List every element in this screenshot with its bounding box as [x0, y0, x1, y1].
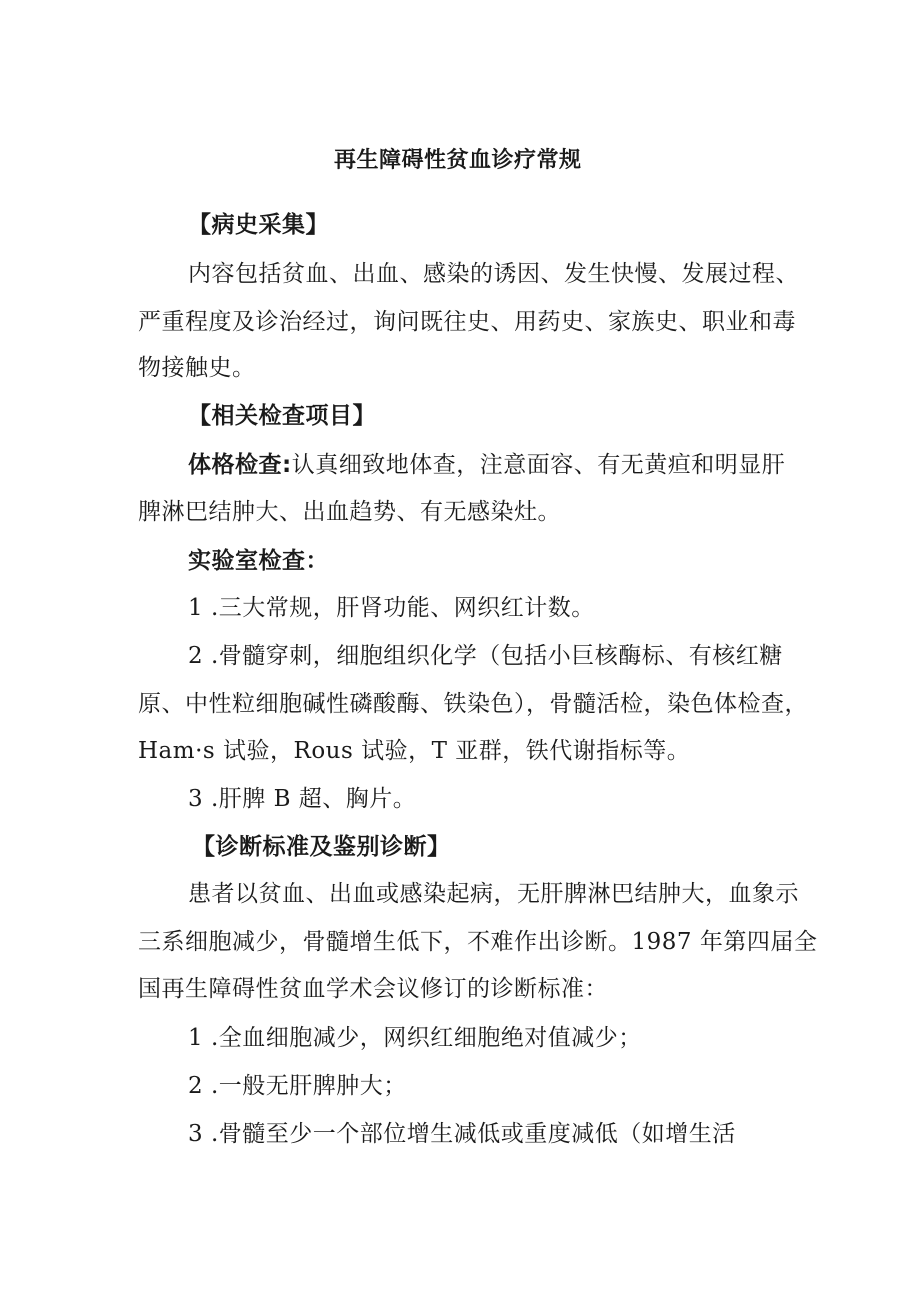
history-line-1: 内容包括贫血、出血、感染的诱因、发生快慢、发展过程、	[188, 261, 799, 287]
diagnosis-line-2: 三系细胞减少，骨髓增生低下，不难作出诊断。1987 年第四届全	[138, 929, 818, 955]
page-title: 再生障碍性贫血诊疗常规	[334, 148, 582, 173]
diagnosis-line-1: 患者以贫血、出血或感染起病，无肝脾淋巴结肿大，血象示	[188, 881, 799, 907]
physical-exam-line-2: 脾淋巴结肿大、出血趋势、有无感染灶。	[138, 499, 561, 525]
lab-item-2-line-3: Ham·s 试验，Rous 试验，T 亚群，铁代谢指标等。	[138, 738, 691, 764]
section-heading-exams: 【相关检查项目】	[188, 403, 376, 429]
physical-exam-text: 认真细致地体查，注意面容、有无黄疸和明显肝	[291, 452, 786, 478]
diagnosis-line-3: 国再生障碍性贫血学术会议修订的诊断标准：	[138, 976, 608, 1002]
lab-item-2-line-1: 2 .骨髓穿刺，细胞组织化学（包括小巨核酶标、有核红糖	[188, 643, 783, 669]
physical-exam-label: 体格检查:	[188, 452, 292, 478]
criteria-item-1: 1 .全血细胞减少，网织红细胞绝对值减少；	[188, 1025, 642, 1051]
lab-exam-label: 实验室检查：	[188, 548, 329, 574]
lab-item-2-line-2: 原、中性粒细胞碱性磷酸酶、铁染色），骨髓活检，染色体检查，	[138, 691, 808, 717]
physical-exam-line-1	[188, 450, 785, 480]
criteria-item-2: 2 .一般无肝脾肿大；	[188, 1073, 407, 1099]
section-heading-diagnosis: 【诊断标准及鉴别诊断】	[192, 834, 451, 860]
section-heading-history: 【病史采集】	[188, 212, 329, 238]
history-line-3: 物接触史。	[138, 355, 256, 381]
history-line-2: 严重程度及诊治经过，询问既往史、用药史、家族史、职业和毒	[138, 309, 796, 335]
lab-item-3: 3 .肝脾 B 超、胸片。	[188, 786, 417, 812]
criteria-item-3: 3 .骨髓至少一个部位增生减低或重度减低（如增生活	[188, 1121, 736, 1147]
lab-item-1: 1 .三大常规，肝肾功能、网织红计数。	[188, 595, 595, 621]
